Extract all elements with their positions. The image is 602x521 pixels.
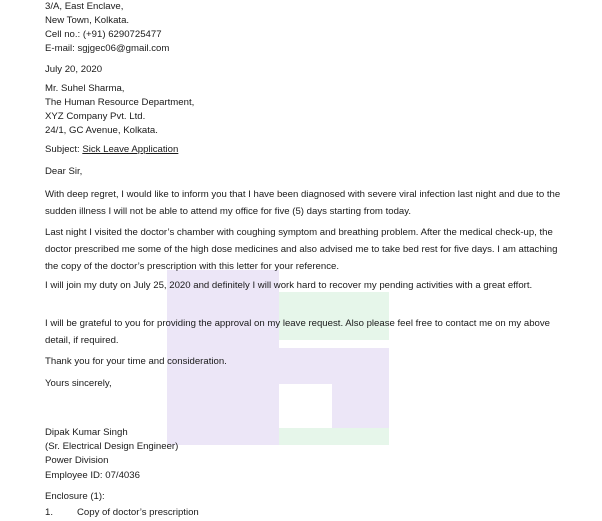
sender-cell: Cell no.: (+91) 6290725477 [45, 29, 162, 40]
body-paragraph-1: With deep regret, I would like to inform you that I have been diagnosed with severe viral infection last night and due to the sudden illness I will not be able to attend my office for five (5) days starting from today. [45, 189, 561, 217]
closing: Yours sincerely, [45, 378, 112, 389]
recipient-name: Mr. Suhel Sharma, [45, 83, 125, 94]
body-paragraph-5: Thank you for your time and consideration. [45, 356, 227, 367]
enclosure-item-number: 1. [45, 507, 54, 518]
letter-date: July 20, 2020 [45, 64, 103, 75]
sender-address-line1: 3/A, East Enclave, [45, 1, 124, 12]
signature-name: Dipak Kumar Singh [45, 427, 128, 438]
sender-address-line2: New Town, Kolkata. [45, 15, 130, 26]
subject-prefix: Subject: [45, 144, 83, 155]
subject-line [45, 143, 178, 156]
body-paragraph-3: I will join my duty on July 25, 2020 and definitely I will work hard to recover my pending activities with a great effort. [45, 280, 533, 291]
enclosure-heading: Enclosure (1): [45, 491, 105, 502]
signature-division: Power Division [45, 455, 109, 466]
sender-email: E-mail: sgjgec06@gmail.com [45, 43, 170, 54]
enclosure-item-text: Copy of doctor’s prescription [77, 507, 199, 518]
recipient-department: The Human Resource Department, [45, 97, 195, 108]
body-paragraph-2: Last night I visited the doctor’s chamber with coughing symptom and breathing problem. After the medical check-up, the doctor prescribed me some of the high dose medicines and also advised me to take bed rest for five days. I am attaching the copy of the doctor’s prescription with this letter for your reference. [45, 227, 558, 272]
enclosure-item [45, 506, 199, 519]
watermark-green-bottom [279, 428, 389, 445]
signature-employee-id: Employee ID: 07/4036 [45, 470, 140, 481]
salutation: Dear Sir, [45, 166, 83, 177]
signature-title: (Sr. Electrical Design Engineer) [45, 441, 179, 452]
body-paragraph-4: I will be grateful to you for providing the approval on my leave request. Also please feel free to contact me on my above detail, if required. [45, 318, 551, 346]
recipient-address: 24/1, GC Avenue, Kolkata. [45, 125, 158, 136]
subject-text: Sick Leave Application [82, 144, 179, 155]
recipient-company: XYZ Company Pvt. Ltd. [45, 111, 146, 122]
